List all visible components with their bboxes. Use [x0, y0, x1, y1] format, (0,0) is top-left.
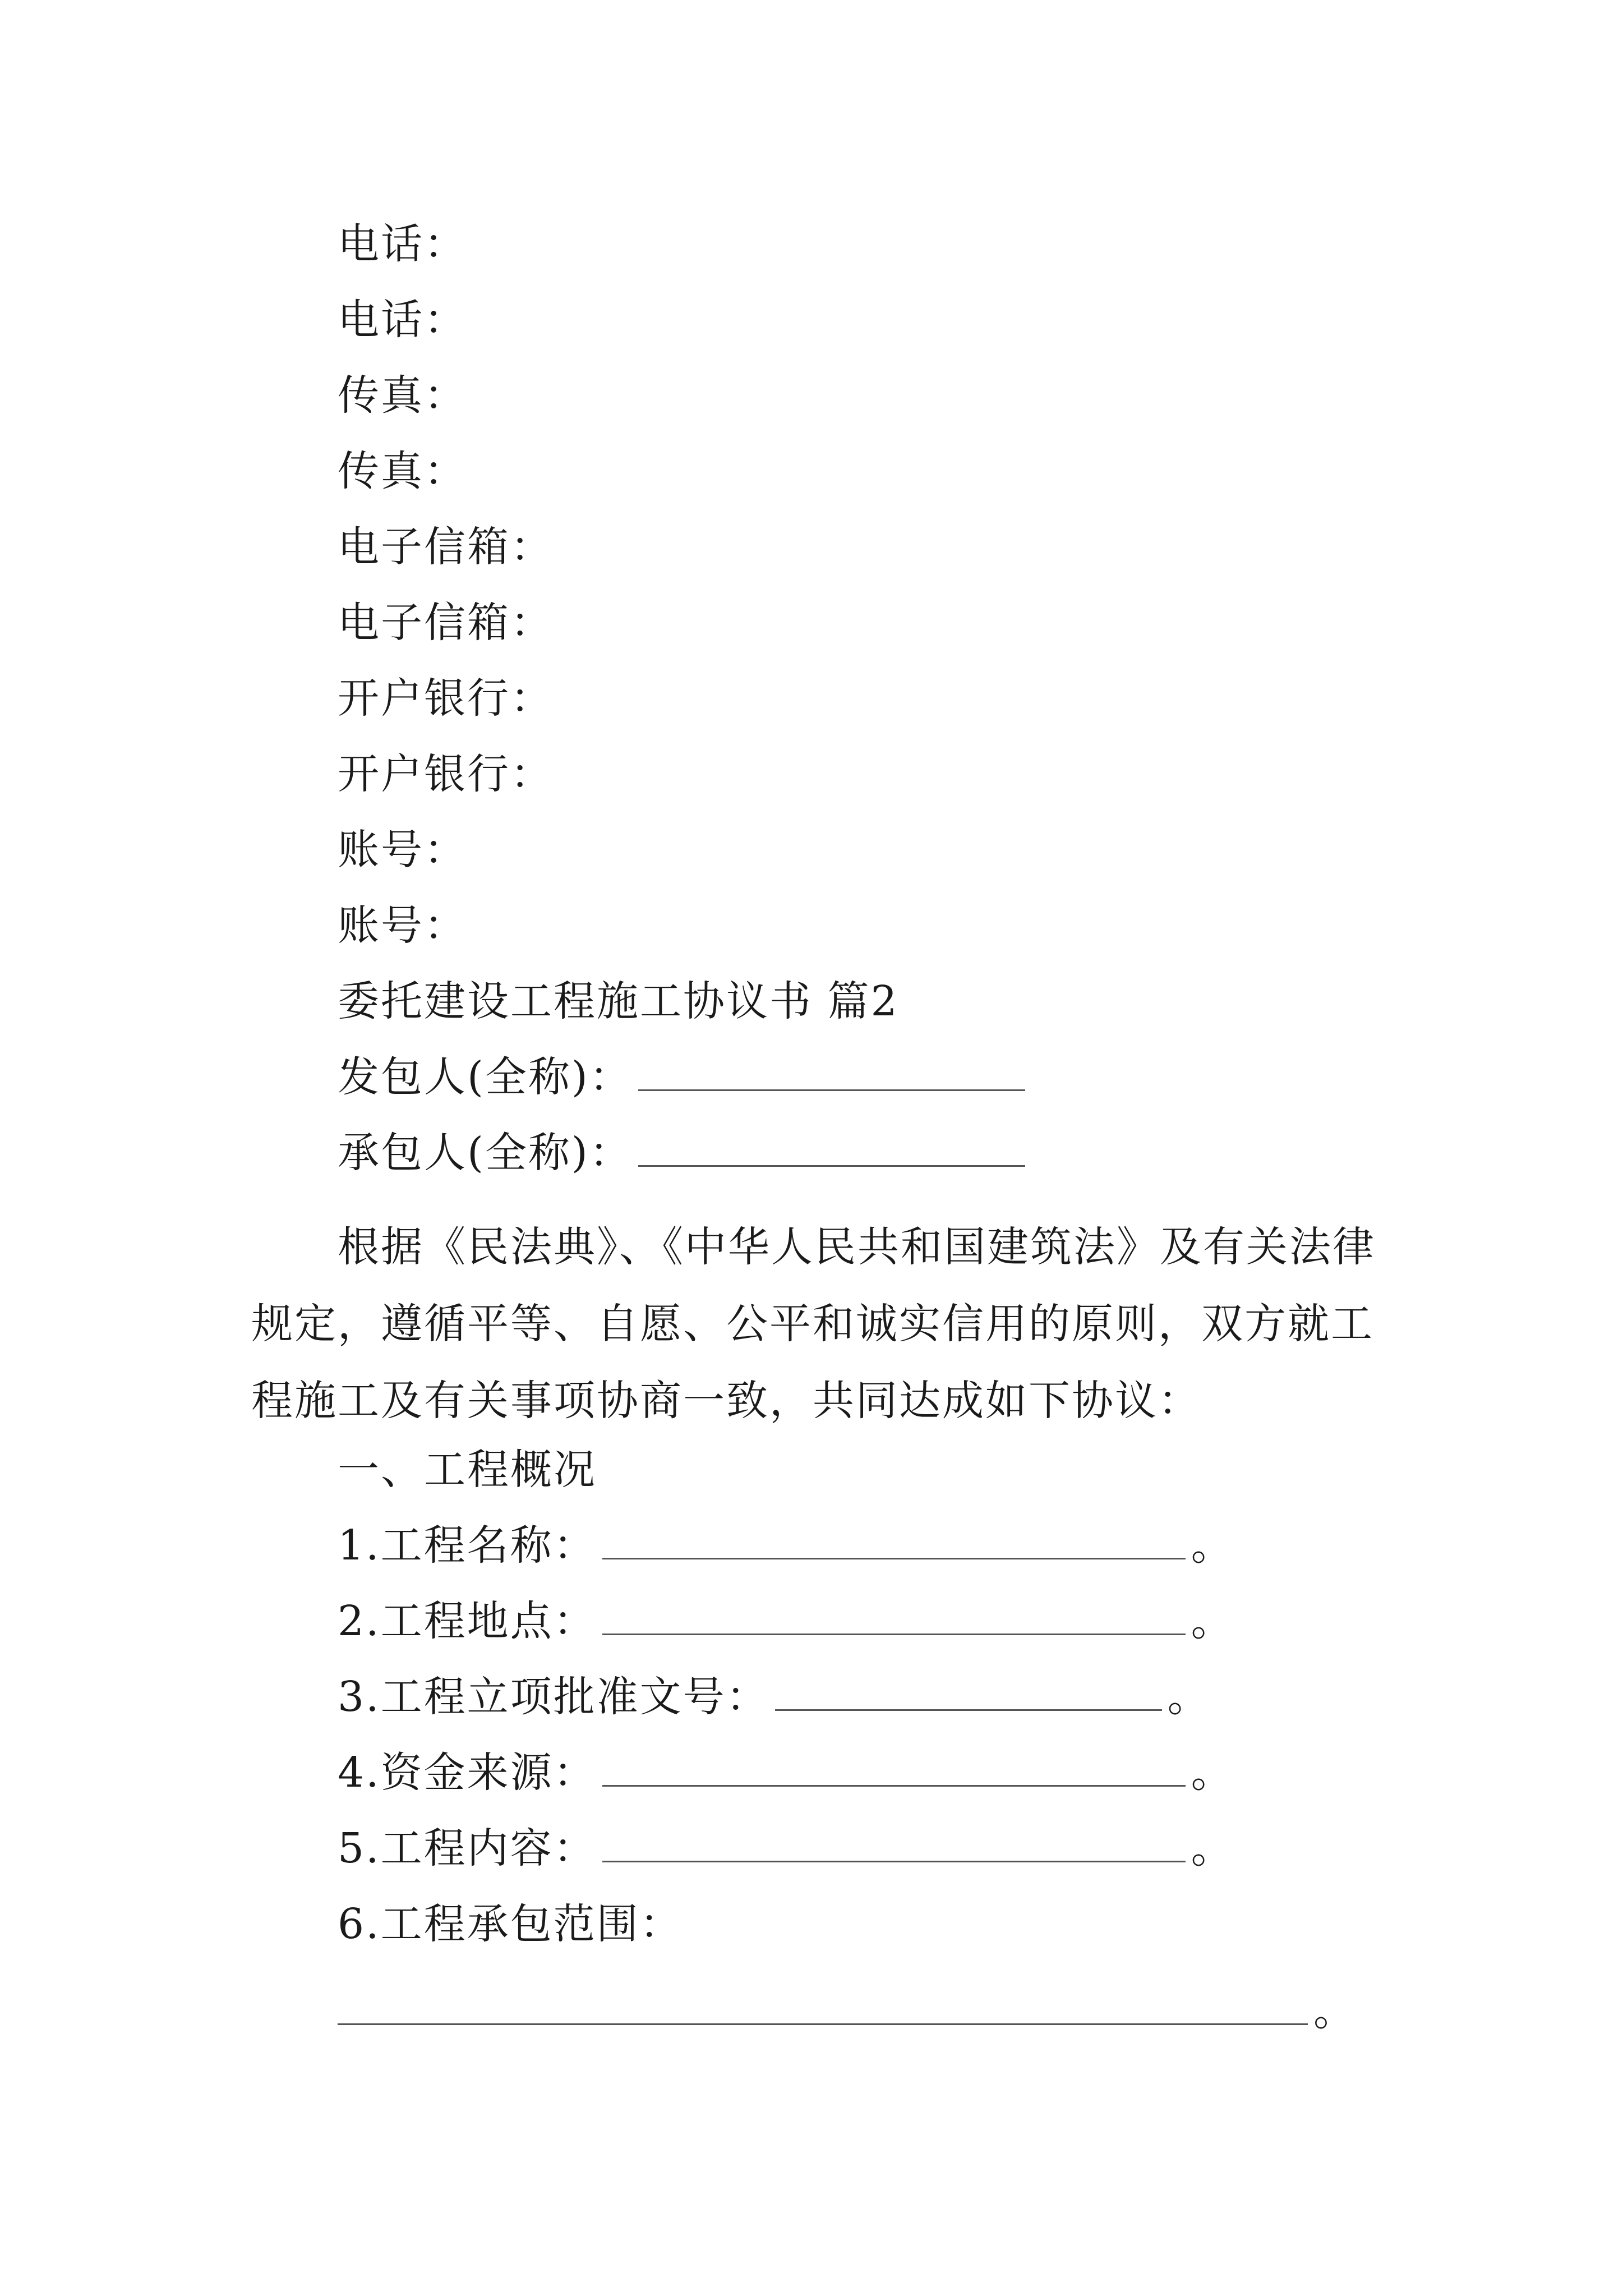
email-line-2: 电子信箱：	[338, 599, 554, 647]
project-content-blank[interactable]	[602, 1827, 1186, 1862]
funding-source-label: 4.资金来源：	[338, 1749, 597, 1797]
phone-line-2: 电话：	[338, 296, 467, 344]
item-project-name	[338, 1517, 1234, 1573]
contractor-blank[interactable]	[638, 1131, 1025, 1167]
employer-blank[interactable]	[638, 1056, 1025, 1091]
project-name-label: 1.工程名称：	[338, 1521, 597, 1570]
bank-line-1: 开户银行：	[338, 674, 554, 723]
item-funding-source	[338, 1745, 1234, 1801]
period-mark: 。	[1191, 1521, 1234, 1570]
bank-line-2: 开户银行：	[338, 750, 554, 798]
contract-scope-blank[interactable]	[338, 1990, 1308, 2025]
project-content-label: 5.工程内容：	[338, 1824, 597, 1872]
fax-line-1: 传真：	[338, 371, 467, 420]
period-mark: 。	[1191, 1597, 1234, 1645]
email-line-1: 电子信箱：	[338, 523, 554, 571]
approval-number-blank[interactable]	[775, 1676, 1162, 1711]
overview-heading: 一、工程概况	[338, 1446, 597, 1494]
period-mark: 。	[1191, 1749, 1234, 1797]
period-mark: 。	[1313, 1987, 1357, 2035]
scope-blank-line	[338, 1983, 1357, 2039]
account-line-1: 账号：	[338, 826, 467, 874]
period-mark: 。	[1191, 1824, 1234, 1872]
phone-line-1: 电话：	[338, 220, 467, 268]
item-project-location	[338, 1593, 1234, 1649]
employer-label: 发包人(全称)：	[338, 1053, 633, 1101]
account-line-2: 账号：	[338, 901, 467, 950]
item-approval-number	[338, 1669, 1211, 1725]
item-project-content	[338, 1820, 1234, 1876]
fax-line-2: 传真：	[338, 447, 467, 495]
project-location-blank[interactable]	[602, 1600, 1186, 1635]
period-mark: 。	[1167, 1673, 1211, 1721]
funding-source-blank[interactable]	[602, 1751, 1186, 1787]
project-name-blank[interactable]	[602, 1524, 1186, 1559]
project-location-label: 2.工程地点：	[338, 1597, 597, 1645]
contractor-label: 承包人(全称)：	[338, 1129, 633, 1177]
preamble-paragraph: 根据《民法典》、《中华人民共和国建筑法》及有关法律规定，遵循平等、自愿、公平和诚实信用的原则，双方就工程施工及有关事项协商一致，共同达成如下协议：	[251, 1223, 1376, 1425]
employer-line	[338, 1049, 1031, 1105]
contractor-line	[338, 1125, 1031, 1181]
approval-number-label: 3.工程立项批准文号：	[338, 1673, 769, 1721]
section-heading: 委托建设工程施工协议书 篇2	[338, 977, 899, 1025]
item-contract-scope: 6.工程承包范围：	[338, 1900, 683, 1948]
